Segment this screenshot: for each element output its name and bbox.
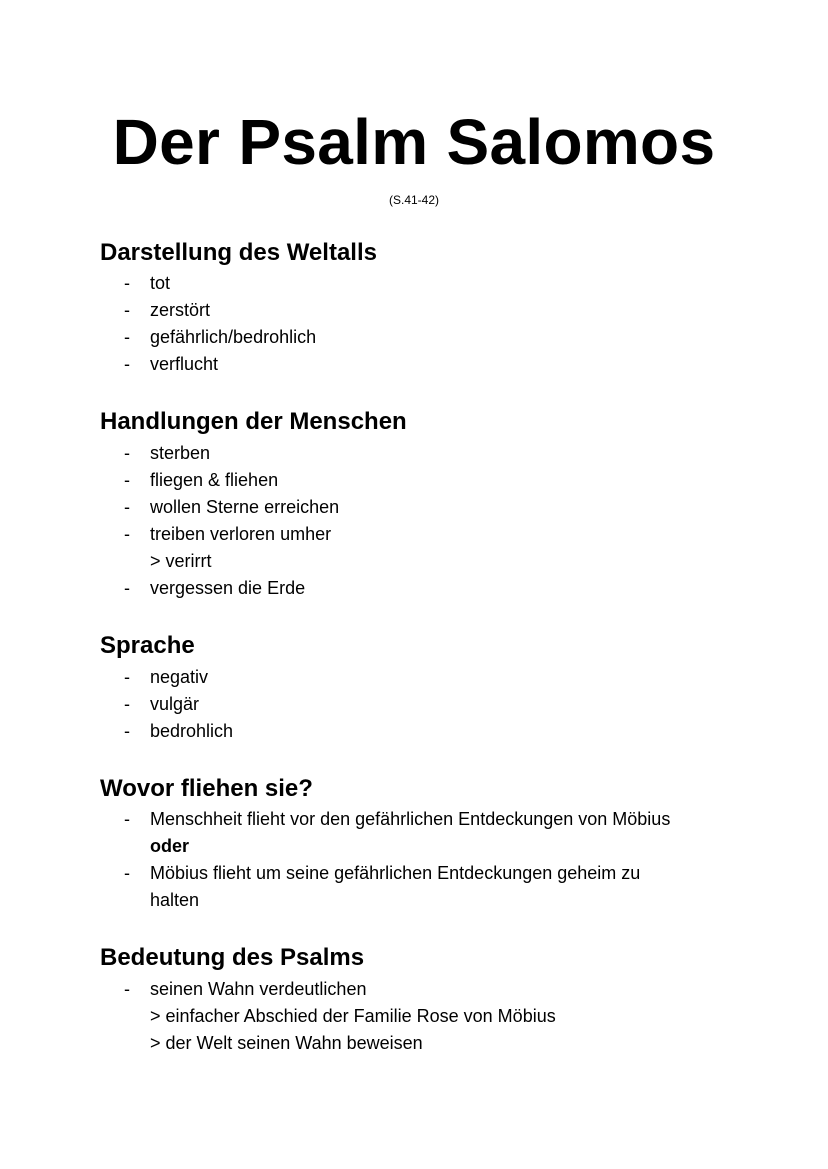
list-item-text: verflucht [150, 354, 219, 374]
list-item-text: Möbius flieht um seine gefährlichen Entdeckungen geheim zu [150, 863, 641, 883]
list-item-text: zerstört [150, 300, 211, 320]
bullet-dash: - [124, 300, 130, 320]
bullet-dash: - [124, 273, 130, 293]
bullet-dash: - [124, 327, 130, 347]
emphasis-oder: oder [150, 836, 190, 856]
list-subitem-text: > der Welt seinen Wahn beweisen [150, 1033, 423, 1053]
list-item-text: Menschheit flieht vor den gefährlichen Entdeckungen von Möbius [150, 809, 671, 829]
page-title: Der Psalm Salomos [112, 106, 716, 178]
section-heading-handlungen: Handlungen der Menschen [100, 408, 407, 435]
list-item-text: gefährlich/bedrohlich [150, 327, 317, 347]
bullet-dash: - [124, 524, 130, 544]
bullet-dash: - [124, 497, 130, 517]
bullet-dash: - [124, 470, 130, 490]
list-item-text: tot [150, 273, 171, 293]
bullet-dash: - [124, 578, 130, 598]
bullet-dash: - [124, 694, 130, 714]
list-item-text: treiben verloren umher [150, 524, 332, 544]
list-subitem-text: > verirrt [150, 551, 212, 571]
list-item-text: negativ [150, 667, 209, 687]
bullet-dash: - [124, 667, 130, 687]
section-heading-wovor: Wovor fliehen sie? [100, 775, 313, 802]
bullet-dash: - [124, 809, 130, 829]
list-item-text: bedrohlich [150, 721, 234, 741]
list-item-text: sterben [150, 443, 211, 463]
list-subitem-text: > einfacher Abschied der Familie Rose von Möbius [150, 1006, 556, 1026]
list-item-text-continuation: halten [150, 890, 200, 910]
page-reference: (S.41-42) [388, 193, 440, 207]
bullet-dash: - [124, 721, 130, 741]
bullet-dash: - [124, 863, 130, 883]
section-heading-sprache: Sprache [100, 632, 195, 659]
bullet-dash: - [124, 979, 130, 999]
section-heading-weltall: Darstellung des Weltalls [100, 239, 377, 266]
bullet-dash: - [124, 443, 130, 463]
list-item-text: seinen Wahn verdeutlichen [150, 979, 367, 999]
list-item-text: fliegen & fliehen [150, 470, 279, 490]
bullet-dash: - [124, 354, 130, 374]
section-heading-bedeutung: Bedeutung des Psalms [100, 944, 365, 971]
list-item-text: vergessen die Erde [150, 578, 306, 598]
list-item-text: wollen Sterne erreichen [150, 497, 340, 517]
list-item-text: vulgär [150, 694, 200, 714]
